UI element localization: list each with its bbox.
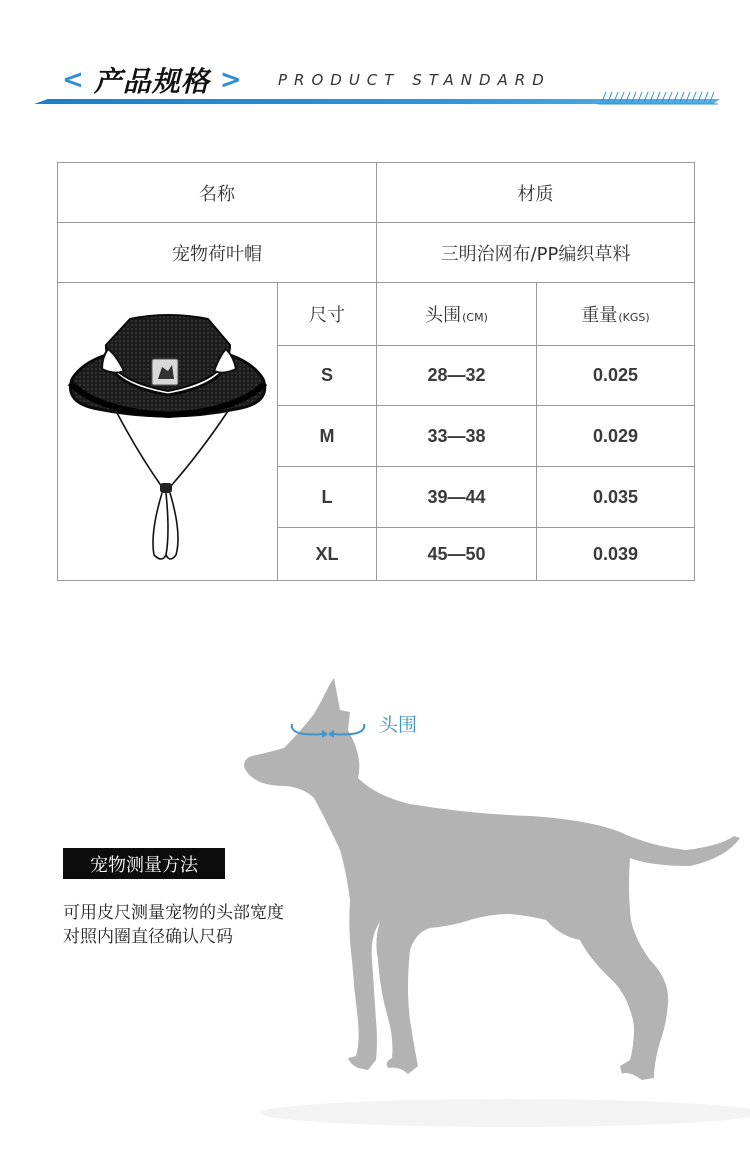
spec-table (57, 162, 695, 581)
right-arrow-icon: > (219, 65, 242, 95)
head-header-label: 头围 (425, 305, 462, 326)
size-cell: XL (315, 543, 339, 564)
left-arrow-icon: < (62, 65, 84, 95)
measure-method-title: 宠物测量方法 (63, 848, 225, 879)
size-cell: S (320, 365, 333, 385)
product-material: 三明治网布/PP编织草料 (440, 243, 631, 265)
weight-header-label: 重量 (581, 305, 618, 326)
head-measure-arrows-icon (286, 716, 370, 740)
weight-cell: 0.039 (592, 543, 639, 564)
size-header: 尺寸 (309, 305, 345, 326)
page-header (0, 0, 750, 130)
floor-shadow (240, 1085, 750, 1145)
weight-cell: 0.035 (592, 486, 639, 507)
material-header: 材质 (517, 183, 554, 205)
weight-cell: 0.029 (592, 425, 639, 446)
weight-header (537, 283, 694, 345)
size-cell: M (319, 425, 335, 446)
measure-desc-line: 可用皮尺测量宠物的头部宽度 (63, 903, 284, 923)
name-header: 名称 (199, 183, 235, 205)
weight-cell: 0.025 (592, 365, 639, 385)
head-circumference-label: 头围 (379, 714, 418, 736)
head-cell: 39—44 (427, 486, 486, 507)
weight-header-unit: (KGS) (618, 310, 650, 324)
head-cell: 28—32 (427, 365, 486, 385)
section-title (62, 58, 242, 102)
head-cell: 45—50 (427, 543, 486, 564)
section-title-text: 产品规格 (93, 65, 210, 98)
head-header-unit: (CM) (462, 310, 488, 324)
head-header (377, 283, 536, 345)
measure-method-description (63, 901, 284, 949)
head-cell: 33—38 (427, 425, 486, 446)
measure-desc-line: 对照内圈直径确认尺码 (63, 927, 233, 947)
section-subtitle: PRODUCT STANDARD (278, 71, 551, 89)
product-name: 宠物荷叶帽 (172, 243, 262, 265)
hatch-decoration-icon (598, 88, 718, 108)
pet-hat-image-icon (58, 283, 277, 581)
size-cell: L (321, 486, 333, 507)
